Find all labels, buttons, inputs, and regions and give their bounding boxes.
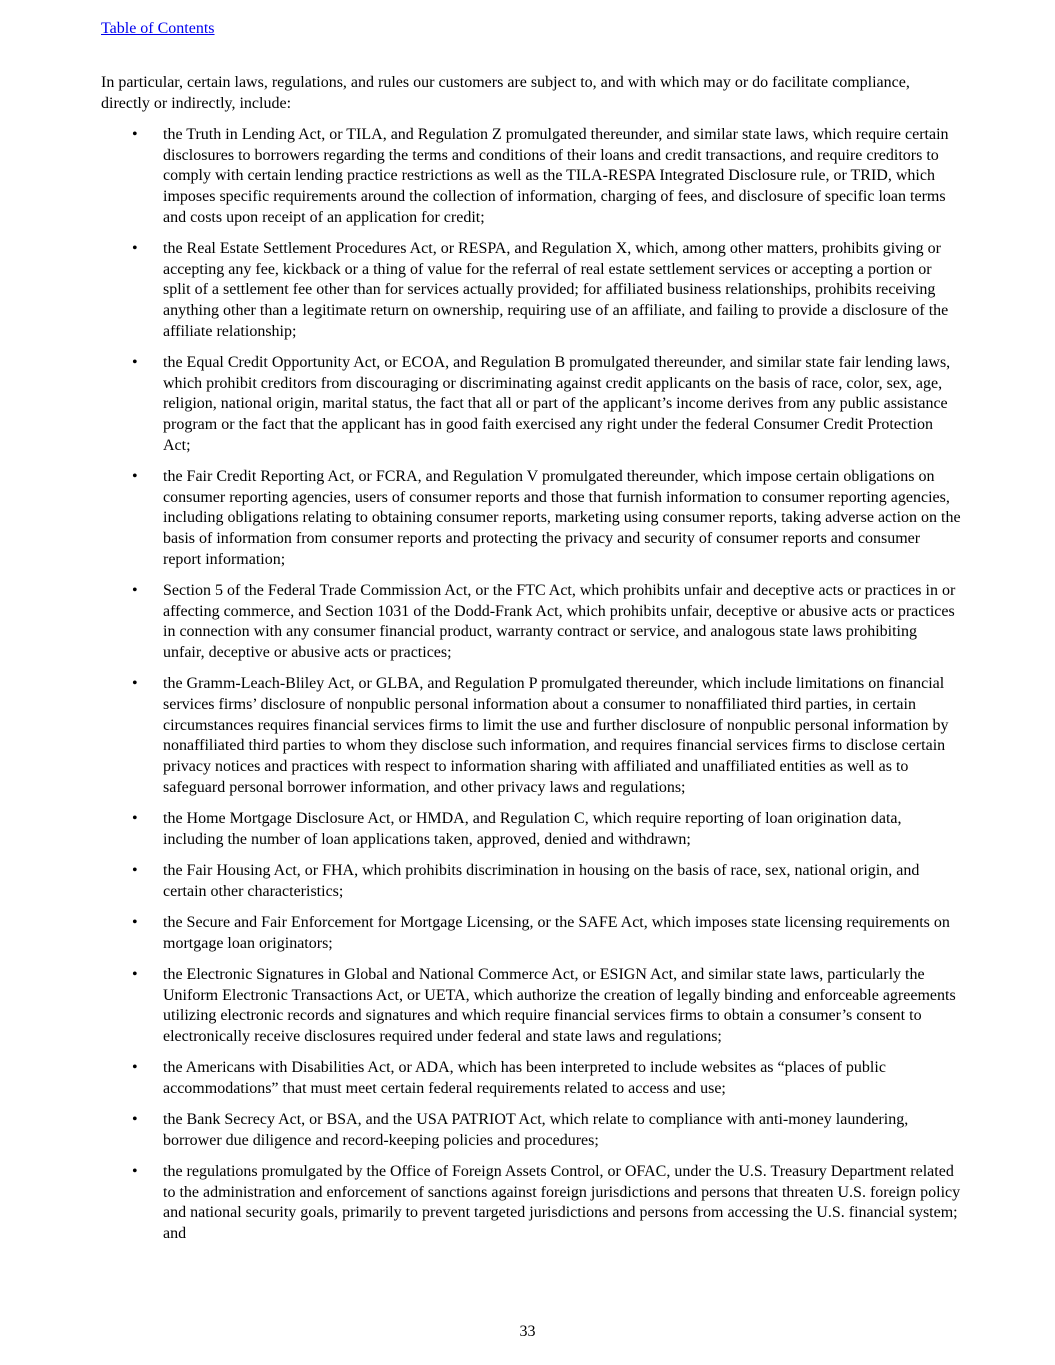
bullet-icon: •: [132, 675, 138, 693]
bullet-icon: •: [132, 1162, 138, 1180]
list-item-text: the Americans with Disabilities Act, or ADA, which has been interpreted to include websites as “places of public accommodations” that must meet certain federal requirements related to access and use;: [163, 1059, 886, 1097]
list-item: [101, 913, 961, 954]
list-item-text: the Truth in Lending Act, or TILA, and Regulation Z promulgated thereunder, and similar state laws, which require certain disclosures to borrowers regarding the terms and conditions of their loans and credit transactions, and require creditors to comply with certain lending practice restrictions as well as the TILA-RESPA Integrated Disclosure rule, or TRID, which imposes specific requirements around the collection of information, charging of fees, and disclosure of specific loan terms and costs upon receipt of an application for credit;: [163, 126, 949, 226]
list-item-text: the Gramm-Leach-Bliley Act, or GLBA, and Regulation P promulgated thereunder, which include limitations on financial services firms’ disclosure of nonpublic personal information about a consumer to nonaffiliated third parties, in certain circumstances requires financial services firms to limit the use and further disclosure of nonpublic personal information by nonaffiliated third parties to whom they disclose such information, and requires financial services firms to disclose certain privacy notices and practices with respect to information sharing with affiliated and unaffiliated entities as well as to safeguard personal borrower information, and other privacy laws and regulations;: [163, 675, 949, 796]
list-item-text: the Equal Credit Opportunity Act, or ECOA, and Regulation B promulgated thereunder, and similar state fair lending laws, which prohibit creditors from discouraging or discriminating against credit applicants on the basis of race, color, sex, age, religion, national origin, marital status, the fact that all or part of the applicant’s income derives from any public assistance program or the fact that the applicant has in good faith exercised any right under the federal Consumer Credit Protection Act;: [163, 354, 951, 454]
bullet-icon: •: [132, 468, 138, 486]
bullet-icon: •: [132, 240, 138, 258]
list-item-text: the Electronic Signatures in Global and National Commerce Act, or ESIGN Act, and similar state laws, particularly the Uniform Electronic Transactions Act, or UETA, which authorize the creation of legally binding and enforceable agreements utilizing electronic records and signatures and which require financial services firms to obtain a consumer’s consent to electronically receive disclosures required under federal and state laws and regulations;: [163, 965, 956, 1045]
list-item: [101, 1110, 961, 1151]
intro-paragraph: In particular, certain laws, regulations, and rules our customers are subject to, and with which may or do facilitate compliance, directly or indirectly, include:: [101, 74, 910, 112]
table-of-contents-link[interactable]: Table of Contents: [101, 20, 215, 37]
bullet-icon: •: [132, 810, 138, 828]
list-item: [101, 674, 961, 798]
list-item-text: the Real Estate Settlement Procedures Act, or RESPA, and Regulation X, which, among other matters, prohibits giving or accepting any fee, kickback or a thing of value for the referral of real estate settlement services or accepting a portion or split of a settlement fee other than for services actually provided; for affiliated business relationships, prohibits receiving anything other than a legitimate return on ownership, requiring use of an affiliate, and failing to provide a disclosure of the affiliate relationship;: [163, 240, 949, 340]
page-number: 33: [519, 1323, 536, 1340]
laws-bullet-list: [101, 125, 961, 1255]
bullet-icon: •: [132, 965, 138, 983]
bullet-icon: •: [132, 1111, 138, 1129]
list-item-text: the Home Mortgage Disclosure Act, or HMDA, and Regulation C, which require reporting of loan origination data, including the number of loan applications taken, approved, denied and withdrawn;: [163, 810, 902, 848]
list-item: [101, 581, 961, 664]
list-item-text: the regulations promulgated by the Office of Foreign Assets Control, or OFAC, under the U.S. Treasury Department related to the administration and enforcement of sanctions against foreign jurisdictions and persons that threaten U.S. foreign policy and national security goals, primarily to prevent targeted jurisdictions and persons from accessing the U.S. financial system; and: [163, 1162, 961, 1243]
list-item-text: the Fair Housing Act, or FHA, which prohibits discrimination in housing on the basis of race, sex, national origin, and certain other characteristics;: [163, 862, 920, 900]
bullet-icon: •: [132, 913, 138, 931]
list-item: [101, 1058, 961, 1099]
list-item-text: the Fair Credit Reporting Act, or FCRA, and Regulation V promulgated thereunder, which impose certain obligations on consumer reporting agencies, users of consumer reports and those that furnish information to consumer reporting agencies, including obligations relating to obtaining consumer reports, marketing using consumer reports, taking adverse action on the basis of information from consumer reports and protecting the privacy and security of consumer reports and consumer report information;: [163, 468, 961, 568]
list-item: [101, 467, 961, 571]
list-item: [101, 125, 961, 229]
bullet-icon: •: [132, 354, 138, 372]
bullet-icon: •: [132, 126, 138, 143]
list-item-text: the Bank Secrecy Act, or BSA, and the USA PATRIOT Act, which relate to compliance with anti-money laundering, borrower due diligence and record-keeping policies and procedures;: [163, 1111, 909, 1149]
list-item: [101, 239, 961, 343]
list-item-text: Section 5 of the Federal Trade Commission Act, or the FTC Act, which prohibits unfair and deceptive acts or practices in or affecting commerce, and Section 1031 of the Dodd-Frank Act, which prohibits unfair, deceptive or abusive acts or practices in connection with any consumer financial product, warranty contract or service, and analogous state laws prohibiting unfair, deceptive or abusive acts or practices;: [163, 582, 956, 662]
list-item: [101, 965, 961, 1048]
list-item: [101, 861, 961, 902]
bullet-icon: •: [132, 582, 138, 600]
list-item: [101, 809, 961, 850]
bullet-icon: •: [132, 1059, 138, 1077]
list-item: [101, 1162, 961, 1245]
list-item: [101, 353, 961, 457]
list-item-text: the Secure and Fair Enforcement for Mortgage Licensing, or the SAFE Act, which imposes state licensing requirements on mortgage loan originators;: [163, 913, 950, 952]
bullet-icon: •: [132, 862, 138, 879]
